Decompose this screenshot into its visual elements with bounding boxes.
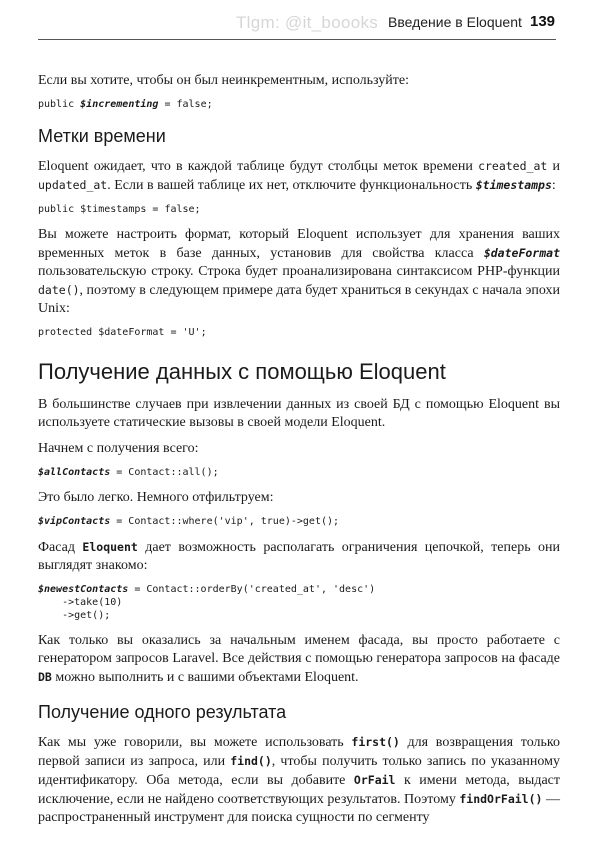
code-block: $allContacts = Contact::all(); bbox=[38, 467, 219, 478]
code-block: protected $dateFormat = 'U'; bbox=[38, 327, 207, 338]
running-title: Введение в Eloquent bbox=[388, 14, 522, 30]
page-content bbox=[38, 72, 560, 835]
page-number: 139 bbox=[530, 13, 556, 30]
paragraph: Фасад Eloquent дает возможность располагать ограничения цепочкой, теперь они выглядят знакомо: bbox=[38, 540, 560, 573]
paragraph: Это было легко. Немного отфильтруем: bbox=[38, 490, 274, 505]
code-block: public $timestamps = false; bbox=[38, 204, 201, 215]
section-heading-retrieving: Получение данных с помощью Eloquent bbox=[38, 359, 446, 384]
code-block: $vipContacts = Contact::where('vip', true)->get(); bbox=[38, 516, 340, 527]
paragraph: Как мы уже говорили, вы можете использовать first() для возвращения только первой записи из запроса, или find(), чтобы получить только запись по указанному идентификатору. Оба метода, если вы добавите OrFail к имени метода, выдаст исключение, если не найдено соответствующих результатов. Поэтому findOrFail() — распространенный инструмент для поиска сущности по сегменту bbox=[38, 735, 560, 825]
paragraph: Как только вы оказались за начальным именем фасада, вы просто работаете с генератором запросов Laravel. Все действия с помощью генератора запросов на фасаде DB можно выполнить и с вашими объектами Eloquent. bbox=[38, 633, 560, 685]
section-heading-timestamps: Метки времени bbox=[38, 126, 166, 146]
watermark: Tlgm: @it_boooks bbox=[236, 13, 379, 32]
code-block: $newestContacts = Contact::orderBy('created_at', 'desc') ->take(10) ->get(); bbox=[38, 584, 376, 621]
paragraph: Начнем с получения всего: bbox=[38, 441, 199, 456]
header-rule bbox=[38, 39, 556, 40]
running-header bbox=[0, 10, 600, 34]
paragraph: В большинстве случаев при извлечении данных из своей БД с помощью Eloquent вы используете статические вызовы в своей модели Eloquent. bbox=[38, 397, 560, 430]
section-heading-single-result: Получение одного результата bbox=[38, 702, 287, 722]
code-block: public $incrementing = false; bbox=[38, 99, 213, 110]
paragraph: Если вы хотите, чтобы он был неинкрементным, используйте: bbox=[38, 73, 409, 88]
paragraph: Вы можете настроить формат, который Eloquent использует для хранения ваших временных меток в базе данных, установив для свойства класса $dateFormat пользовательскую строку. Строка будет проанализирована синтаксисом PHP-функции date(), поэтому в следующем примере дата будет храниться в секундах с начала эпохи Unix: bbox=[38, 227, 561, 316]
paragraph: Eloquent ожидает, что в каждой таблице будут столбцы меток времени created_at и updated_at. Если в вашей таблице их нет, отключите функциональность $timestamps: bbox=[38, 159, 560, 193]
